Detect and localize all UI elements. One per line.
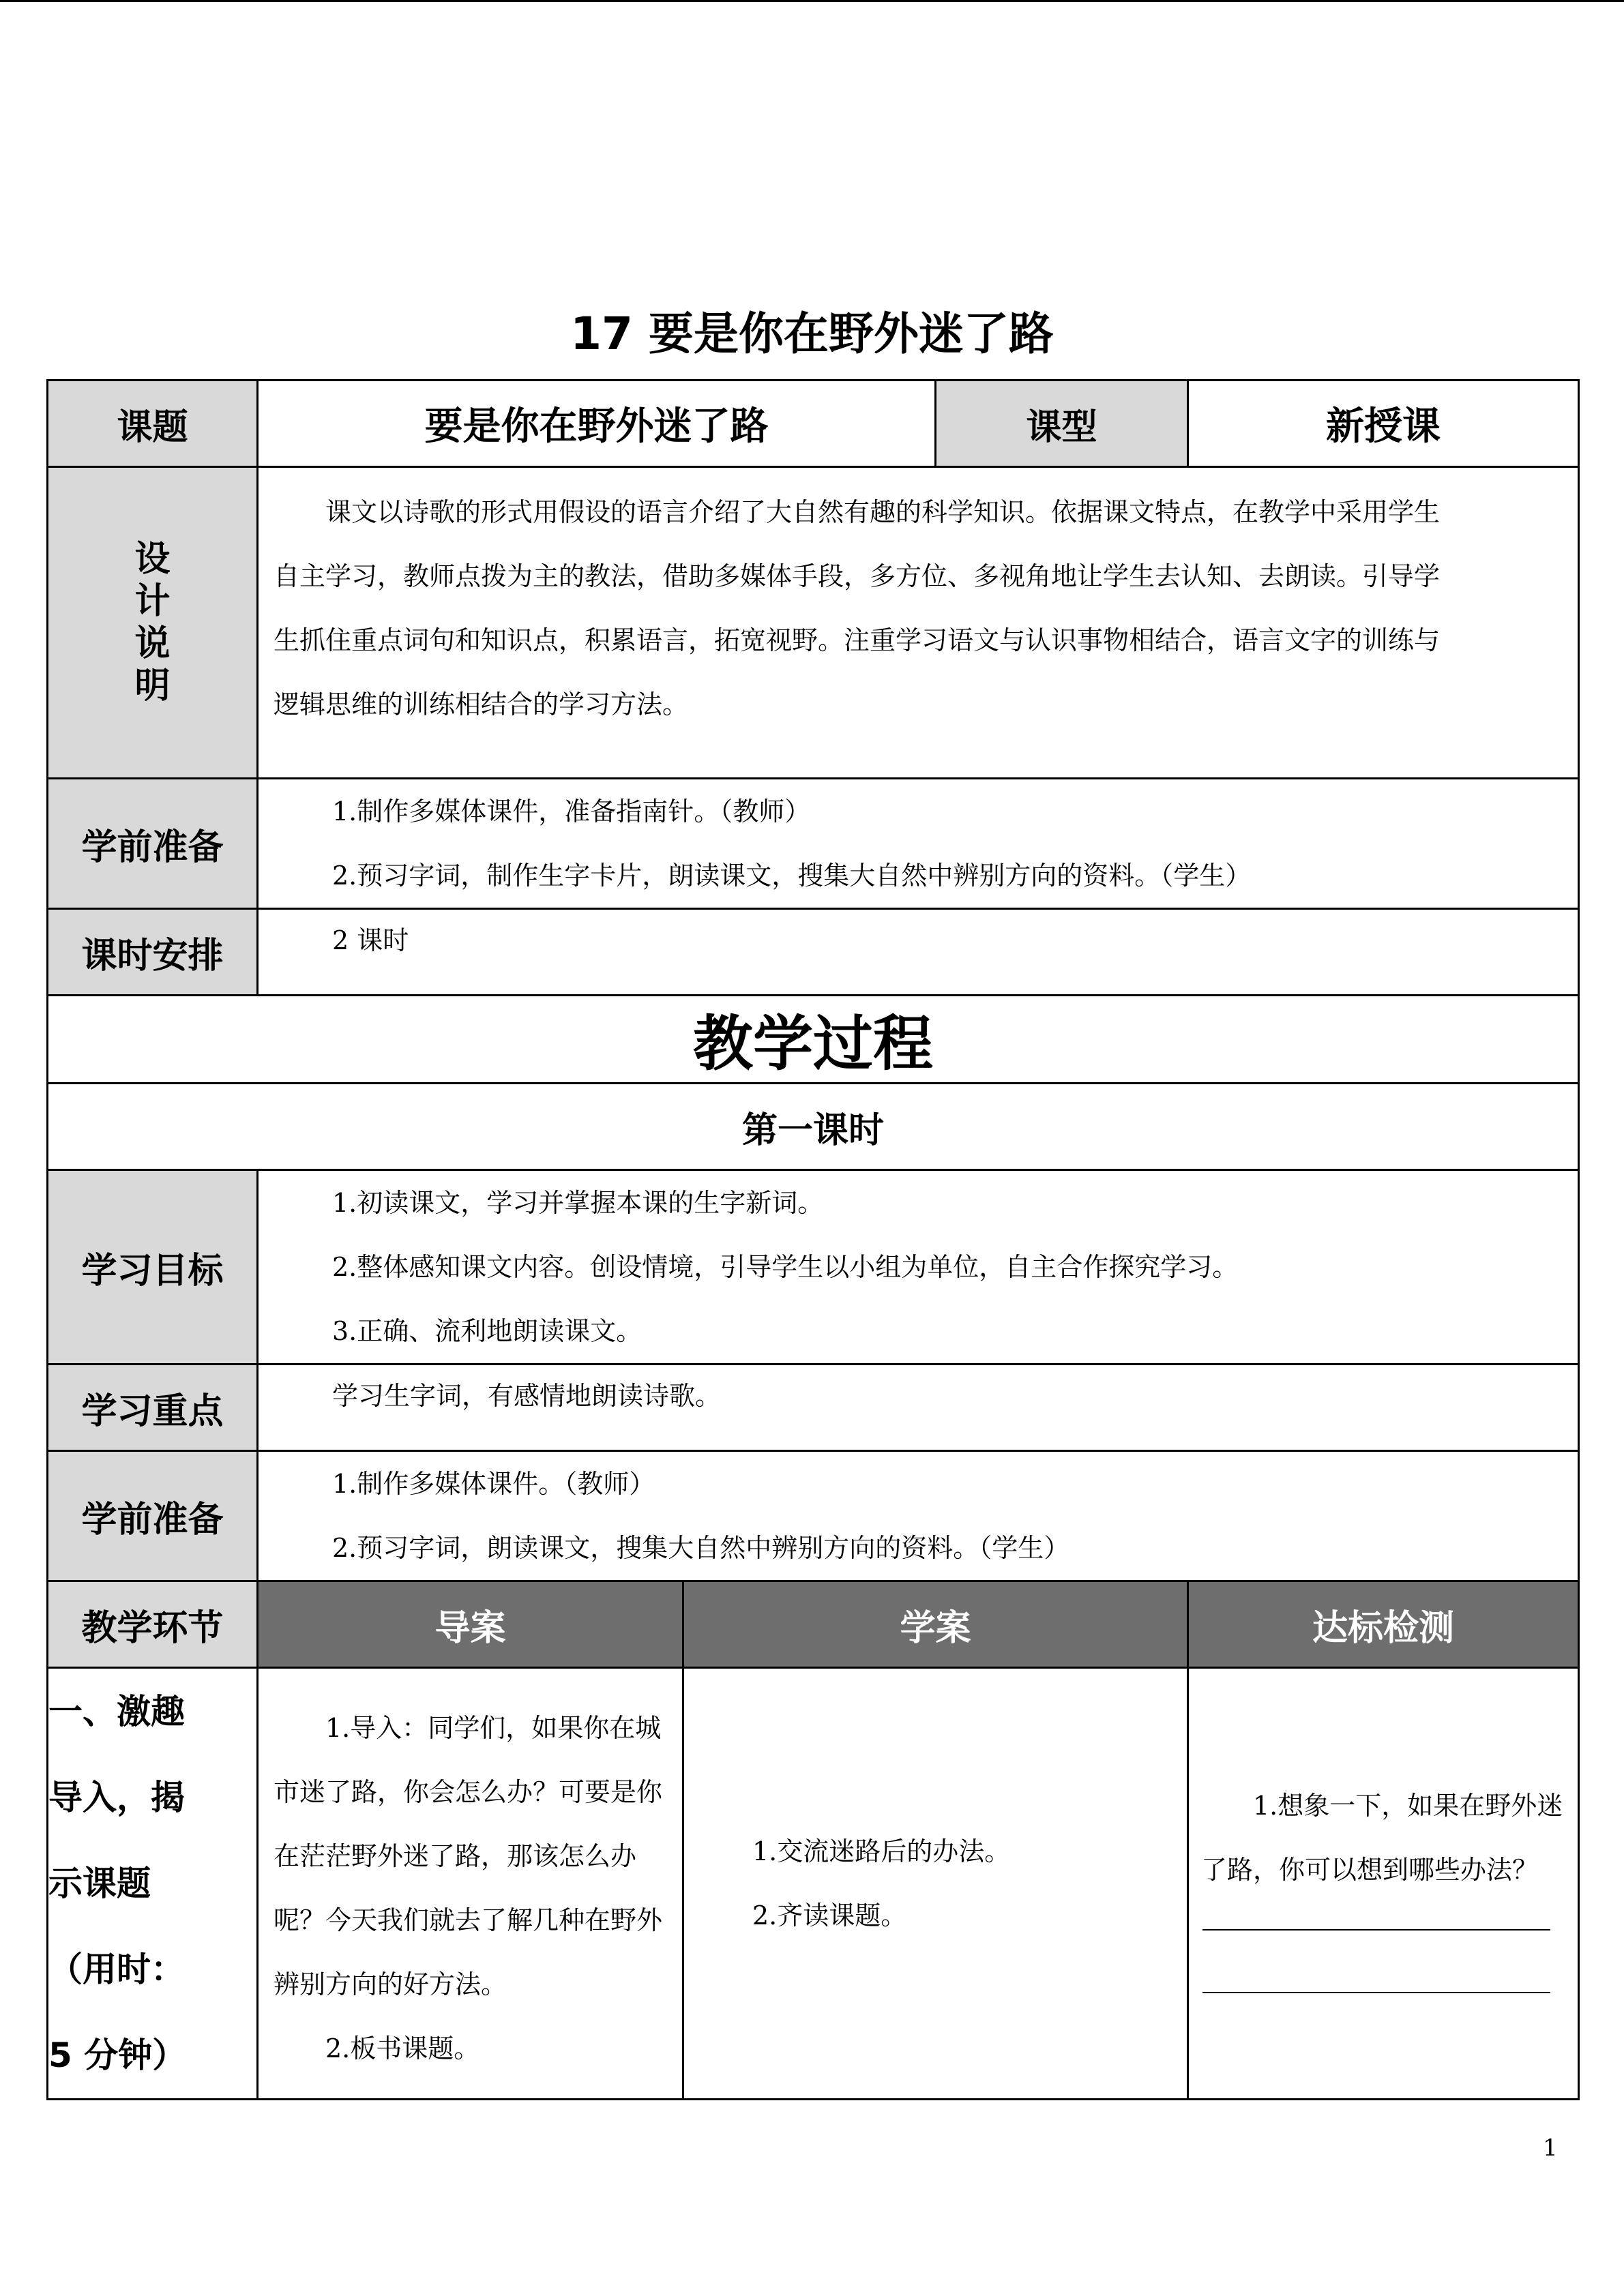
prep-item: 2.预习字词，制作生字卡片，朗读课文，搜集大自然中辨别方向的资料。（学生）	[332, 861, 1252, 891]
stage-column-header: 教学环节	[48, 1581, 258, 1668]
focus-label: 学习重点	[48, 1365, 258, 1451]
design-line: 课文以诗歌的形式用假设的语言介绍了大自然有趣的科学知识。依据课文特点，在教学中采用学生	[325, 497, 1441, 527]
stage1-name	[48, 1668, 258, 2100]
design-row	[48, 467, 1579, 779]
answer-blank-line[interactable]	[1202, 1992, 1550, 1993]
prep2-item: 1.制作多媒体课件。（教师）	[332, 1469, 655, 1499]
design-label-vertical	[134, 538, 170, 707]
objective-item: 2.整体感知课文内容。创设情境，引导学生以小组为单位，自主合作探究学习。	[332, 1252, 1239, 1282]
check-line: 1.想象一下，如果在野外迷	[1253, 1791, 1563, 1821]
focus-row	[48, 1365, 1579, 1451]
objective-item: 1.初读课文，学习并掌握本课的生字新词。	[332, 1188, 824, 1218]
schedule-content	[258, 909, 1579, 996]
lesson-title: 第一课时	[48, 1084, 1579, 1170]
objectives-content	[258, 1170, 1579, 1365]
stage1-guide	[258, 1668, 683, 2100]
study-line: 1.交流迷路后的办法。	[752, 1836, 1011, 1866]
design-label	[48, 467, 258, 779]
top-border-line	[0, 0, 1624, 2]
schedule-row	[48, 909, 1579, 996]
check-column-header: 达标检测	[1188, 1581, 1579, 1668]
stage1-name-line: 示课题	[48, 1864, 151, 1903]
stage1-name-line: （用时：	[48, 1950, 185, 1989]
focus-value: 学习生字词，有感情地朗读诗歌。	[332, 1381, 722, 1411]
design-label-char: 设	[134, 539, 171, 580]
study-line: 2.齐读课题。	[752, 1900, 907, 1930]
stage1-name-line: 一、激趣	[48, 1692, 185, 1731]
study-column-header: 学案	[683, 1581, 1188, 1668]
topic-label: 课题	[48, 381, 258, 467]
guide-line: 市迷了路，你会怎么办？可要是你	[274, 1777, 663, 1807]
prep-item: 1.制作多媒体课件，准备指南针。（教师）	[332, 796, 811, 826]
lesson-row	[48, 1084, 1579, 1170]
document-title: 17 要是你在野外迷了路	[570, 308, 1054, 360]
header-row	[48, 381, 1579, 467]
prep-label: 学前准备	[48, 779, 258, 909]
schedule-label: 课时安排	[48, 909, 258, 996]
design-line: 自主学习，教师点拨为主的教法，借助多媒体手段，多方位、多视角地让学生去认知、去朗读。引导学	[274, 561, 1441, 591]
prep-row	[48, 779, 1579, 909]
objective-item: 3.正确、流利地朗读课文。	[332, 1316, 643, 1346]
design-label-char: 计	[134, 581, 171, 622]
design-line: 逻辑思维的训练相结合的学习方法。	[274, 689, 689, 719]
lesson-plan-table	[46, 379, 1580, 2100]
prep2-label: 学前准备	[48, 1451, 258, 1581]
page-number: 1	[1543, 2134, 1558, 2162]
design-line: 生抓住重点词句和知识点，积累语言，拓宽视野。注重学习语文与认识事物相结合，语言文字的训练与	[274, 625, 1441, 655]
type-value: 新授课	[1188, 381, 1579, 467]
guide-line: 2.板书课题。	[325, 2033, 480, 2063]
guide-column-header: 导案	[258, 1581, 683, 1668]
prep2-content	[258, 1451, 1579, 1581]
objectives-label: 学习目标	[48, 1170, 258, 1365]
prep-content	[258, 779, 1579, 909]
guide-line: 在茫茫野外迷了路，那该怎么办	[274, 1841, 637, 1871]
design-text	[258, 467, 1579, 779]
stage1-study	[683, 1668, 1188, 2100]
stage1-name-line: 导入，揭	[48, 1778, 185, 1817]
prep2-row	[48, 1451, 1579, 1581]
guide-line: 辨别方向的好方法。	[274, 1969, 507, 1999]
process-title: 教学过程	[48, 996, 1579, 1084]
guide-line: 呢？今天我们就去了解几种在野外	[274, 1905, 663, 1935]
type-label: 课型	[936, 381, 1188, 467]
stage1-name-line: 5 分钟）	[48, 2036, 187, 2075]
schedule-value: 2 课时	[332, 925, 409, 955]
check-line: 了路，你可以想到哪些办法？	[1201, 1855, 1539, 1885]
stage1-check	[1188, 1668, 1579, 2100]
guide-line: 1.导入：同学们，如果你在城	[325, 1713, 662, 1743]
stage1-row	[48, 1668, 1579, 2100]
design-label-char: 说	[134, 623, 171, 664]
prep2-item: 2.预习字词，朗读课文，搜集大自然中辨别方向的资料。（学生）	[332, 1533, 1070, 1563]
objectives-row	[48, 1170, 1579, 1365]
focus-content	[258, 1365, 1579, 1451]
design-label-char: 明	[134, 666, 171, 706]
columns-header-row	[48, 1581, 1579, 1668]
process-row	[48, 996, 1579, 1084]
topic-value: 要是你在野外迷了路	[258, 381, 936, 467]
